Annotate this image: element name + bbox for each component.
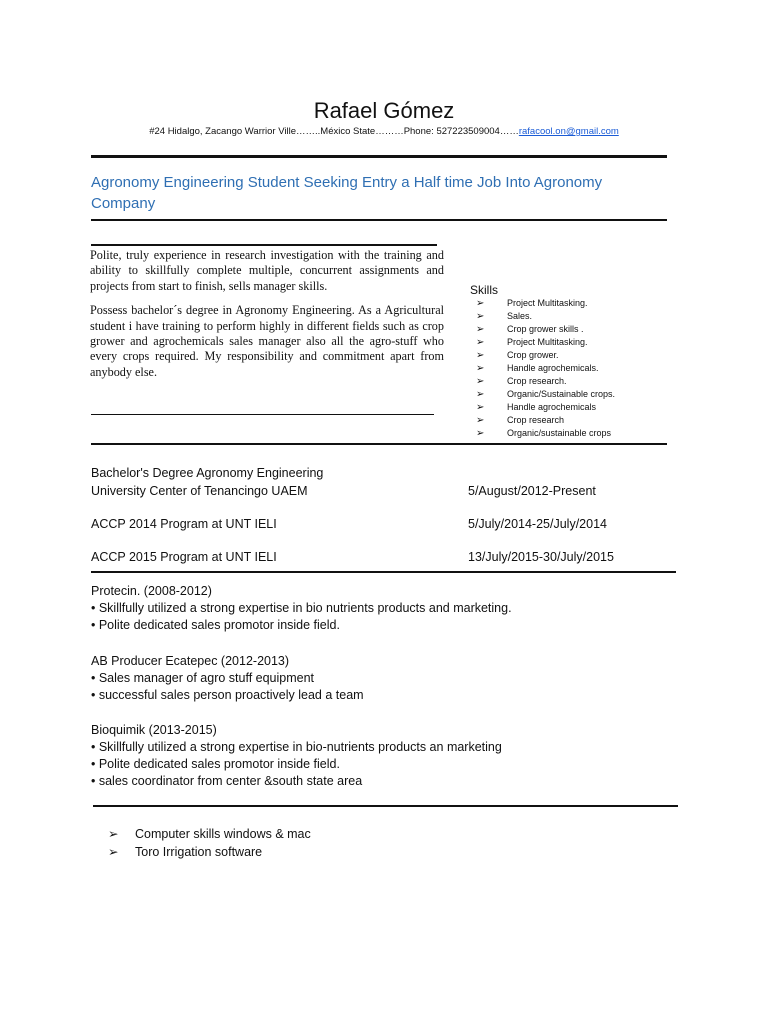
- skill-item: ➢ Crop grower.: [476, 350, 559, 361]
- arrow-bullet-icon: ➢: [476, 337, 485, 348]
- skill-item: ➢ Project Multitasking.: [476, 337, 588, 348]
- education-entry: [91, 550, 651, 564]
- arrow-bullet-icon: ➢: [476, 311, 485, 322]
- skill-item: ➢ Sales.: [476, 311, 533, 322]
- job-bullet: • Polite dedicated sales promotor inside field.: [91, 757, 340, 771]
- job-title: AB Producer Ecatepec (2012-2013): [91, 654, 290, 668]
- job-bullet: • Skillfully utilized a strong expertise in bio-nutrients products an marketing: [91, 740, 502, 754]
- education-date: 13/July/2015-30/July/2015: [468, 550, 614, 564]
- arrow-bullet-icon: ➢: [476, 415, 485, 426]
- arrow-bullet-icon: ➢: [476, 324, 485, 335]
- arrow-bullet-icon: ➢: [476, 298, 485, 309]
- header-divider: [91, 155, 667, 158]
- education-program: ACCP 2014 Program at UNT IELI: [91, 517, 277, 531]
- skill-item: ➢ Crop research: [476, 415, 565, 426]
- additional-skill-item: ➢ Toro Irrigation software: [108, 845, 263, 859]
- education-degree: Bachelor's Degree Agronomy Engineering: [91, 466, 324, 480]
- education-divider: [91, 571, 676, 573]
- skill-item: ➢ Project Multitasking.: [476, 298, 588, 309]
- education-program: ACCP 2015 Program at UNT IELI: [91, 550, 277, 564]
- education-date: 5/July/2014-25/July/2014: [468, 517, 607, 531]
- skill-item: ➢ Handle agrochemicals: [476, 402, 597, 413]
- arrow-bullet-icon: ➢: [108, 845, 119, 859]
- job-bullet: • Sales manager of agro stuff equipment: [91, 671, 315, 685]
- summary-paragraph: Polite, truly experience in research investigation with the training and ability to skillfully complete multiple, concurrent assignments and projects from start to finish, sells manager skills.: [90, 248, 444, 293]
- job-bullet: • sales coordinator from center &south state area: [91, 774, 363, 788]
- summary-bottom-rule: [91, 414, 434, 415]
- skill-item: ➢ Crop grower skills .: [476, 324, 584, 335]
- arrow-bullet-icon: ➢: [476, 363, 485, 374]
- additional-skills-list: [108, 825, 311, 861]
- job-bullet: • Polite dedicated sales promotor inside field.: [91, 618, 340, 632]
- candidate-name: Rafael Gómez: [313, 98, 455, 123]
- objective-statement: Agronomy Engineering Student Seeking Entry a Half time Job Into Agronomy Company: [91, 174, 603, 212]
- education-entry: [91, 484, 651, 498]
- summary-paragraph: Possess bachelor´s degree in Agronomy Engineering. As a Agricultural student i have training to perform highly in different fields such as crop grower and agrochemicals sales manager also all the agro-stuff who every crops required. My responsibility and commitment apart from anybody else.: [90, 303, 444, 379]
- skills-list: [476, 297, 615, 440]
- education-institution: University Center of Tenancingo UAEM: [91, 484, 308, 498]
- skill-item: ➢ Crop research.: [476, 376, 567, 387]
- experience-entry: [91, 583, 691, 634]
- arrow-bullet-icon: ➢: [108, 827, 119, 841]
- additional-skill-item: ➢ Computer skills windows & mac: [108, 827, 311, 841]
- email-link[interactable]: rafacool.on@gmail.com: [518, 126, 619, 137]
- arrow-bullet-icon: ➢: [476, 350, 485, 361]
- arrow-bullet-icon: ➢: [476, 376, 485, 387]
- experience-divider: [93, 805, 678, 807]
- education-entry: [91, 517, 651, 531]
- arrow-bullet-icon: ➢: [476, 428, 485, 439]
- job-bullet: • successful sales person proactively lead a team: [91, 688, 364, 702]
- experience-entry: [91, 653, 691, 704]
- job-bullet: • Skillfully utilized a strong expertise in bio nutrients products and marketing.: [91, 601, 512, 615]
- education-date: 5/August/2012-Present: [468, 484, 596, 498]
- summary-top-rule: [91, 244, 437, 246]
- section-divider: [91, 443, 667, 445]
- arrow-bullet-icon: ➢: [476, 402, 485, 413]
- skill-item: ➢ Organic/Sustainable crops.: [476, 389, 616, 400]
- education-entry: [91, 466, 651, 480]
- job-title: Protecin. (2008-2012): [91, 584, 212, 598]
- summary-section: [90, 248, 444, 389]
- arrow-bullet-icon: ➢: [476, 389, 485, 400]
- job-title: Bioquimik (2013-2015): [91, 723, 217, 737]
- skill-item: ➢ Handle agrochemicals.: [476, 363, 599, 374]
- skills-title: Skills: [470, 283, 499, 297]
- skill-item: ➢ Organic/sustainable crops: [476, 428, 612, 439]
- contact-line: [0, 126, 768, 137]
- experience-entry: [91, 722, 691, 790]
- objective-divider: [91, 219, 667, 221]
- contact-address-phone: #24 Hidalgo, Zacango Warrior Ville……..México State………Phone: 527223509004……: [149, 126, 519, 137]
